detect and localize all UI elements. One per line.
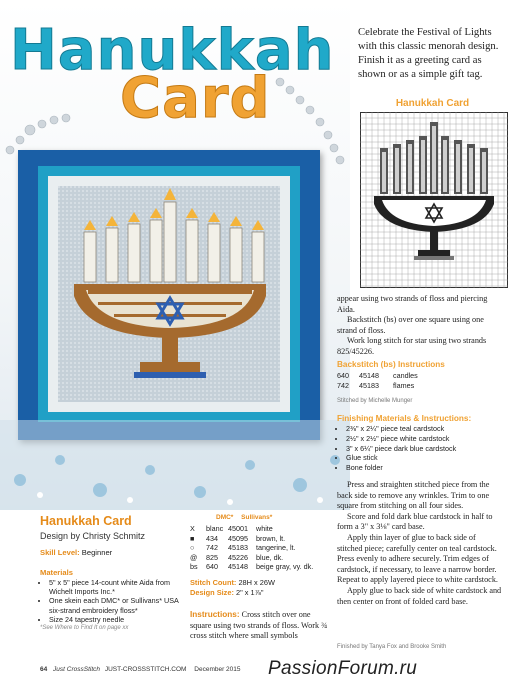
instr-p1: appear using two strands of floss and piercing Aida. xyxy=(337,294,488,314)
bs-row xyxy=(337,381,418,391)
material-item: • Size 24 tapestry needle xyxy=(49,615,185,624)
legend-row xyxy=(190,543,330,553)
legend-dmc-header: DMC* xyxy=(216,514,234,521)
design-size-value: 2" x 1⅞" xyxy=(233,588,264,597)
legend-row xyxy=(190,562,330,572)
legend-symbol: ○ xyxy=(190,543,195,553)
legend-dmc: blanc xyxy=(206,524,224,533)
issue-date: December 2015 xyxy=(194,666,241,673)
legend-dmc: 742 xyxy=(206,543,218,553)
legend-dmc: 640 xyxy=(206,562,218,572)
finishing-item: • Glue stick xyxy=(346,453,502,463)
bs-row xyxy=(337,371,418,381)
stitched-by: Stitched by Michelle Munger xyxy=(337,398,413,404)
chart-title: Hanukkah Card xyxy=(395,98,470,109)
project-heading: Hanukkah Card xyxy=(40,514,132,528)
instr-p2: Backstitch (bs) over one square using one strand of floss. xyxy=(337,315,484,335)
title-line-2: Card xyxy=(120,66,271,131)
finish-p1: Press and straighten stitched piece from the back side to remove any wrinkles. Trim to one square from stitching on all four sides. xyxy=(337,480,490,511)
bs-desc: flames xyxy=(393,380,415,390)
legend-desc: brown, lt. xyxy=(256,533,286,543)
stitched-aida xyxy=(58,186,280,402)
legend-sul-header: Sullivans* xyxy=(241,514,273,521)
legend-row xyxy=(190,553,330,563)
legend-symbol: bs xyxy=(190,562,198,572)
materials-heading: Materials xyxy=(40,568,73,577)
design-size-label: Design Size: xyxy=(190,588,234,597)
designer-credit: Design by Christy Schmitz xyxy=(40,531,146,541)
stitch-specs xyxy=(190,578,275,598)
sparkle-confetti xyxy=(0,420,350,510)
legend-symbol: ■ xyxy=(190,533,195,543)
material-item: • 5" x 5" piece 14-count white Aida from Wichelt Imports Inc.* xyxy=(49,578,185,596)
finishing-item: • 3" x 6¼" piece dark blue cardstock xyxy=(346,444,502,454)
finishing-heading: Finishing Materials & Instructions: xyxy=(337,414,472,423)
finish-p2: Score and fold dark blue cardstock in half to form a 3" x 3⅛" card base. xyxy=(337,511,493,532)
skill-label: Skill Level: xyxy=(40,548,80,557)
bs-sul: 45148 xyxy=(359,371,379,380)
floss-legend xyxy=(190,524,330,572)
legend-header xyxy=(216,514,272,521)
finish-p3: Apply thin layer of glue to back side of stitched piece; carefully center on teal cardstock. Press evenly to adhere securely. Trim edges of cardstock, if necessary, to leave a narrow border. Repeat to apply layered piece to white cardstock. xyxy=(337,532,498,585)
legend-dmc: 825 xyxy=(206,552,218,562)
legend-desc: blue, dk. xyxy=(256,552,284,562)
finishing-item: • Bone folder xyxy=(346,463,502,473)
backstitch-table xyxy=(337,371,418,390)
legend-desc: tangerine, lt. xyxy=(256,543,296,553)
legend-symbol: @ xyxy=(190,552,198,562)
title-line-1: Hanukkah xyxy=(10,18,335,83)
finish-p4: Apply glue to back side of white cardstock and then center on front of folded card base. xyxy=(337,585,502,606)
finishing-instructions xyxy=(337,480,502,607)
watermark: PassionForum.ru xyxy=(268,658,418,679)
cross-stitch-chart xyxy=(360,112,508,288)
skill-level xyxy=(40,548,112,557)
skill-value: Beginner xyxy=(79,548,113,557)
stitch-count-value: 28H x 26W xyxy=(236,578,276,587)
see-where-note: *See Where to Find It on page xx xyxy=(40,625,129,632)
backstitch-heading: Backstitch (bs) Instructions xyxy=(337,360,445,369)
legend-row xyxy=(190,524,330,534)
bs-dmc: 742 xyxy=(337,380,349,390)
instructions-start xyxy=(190,610,330,642)
instructions-continued xyxy=(337,294,502,358)
legend-sul: 45183 xyxy=(228,543,248,553)
intro-paragraph: Celebrate the Festival of Lights with this classic menorah design. Finish it as a greeting card as shown or as a simple gift tag. xyxy=(358,27,499,80)
finishing-item: • 2½" x 2½" piece white cardstock xyxy=(346,434,502,444)
legend-desc: white xyxy=(256,524,273,533)
finishing-list xyxy=(337,424,502,473)
stitch-count xyxy=(190,578,275,588)
page-number: 64 xyxy=(40,666,48,673)
finished-by: Finished by Tanya Fox and Brooke Smith xyxy=(337,644,447,650)
legend-desc: beige gray, vy. dk. xyxy=(256,562,314,572)
menorah-stitching xyxy=(58,186,280,402)
magazine-name: Just CrossStitch xyxy=(53,666,101,673)
legend-sul: 45095 xyxy=(228,533,248,543)
instructions-value: Cross stitch over one square using two strands of floss. Work ¾ cross stitch where small symbols xyxy=(190,610,328,641)
legend-sul: 45226 xyxy=(228,552,248,562)
bs-sul: 45183 xyxy=(359,380,379,390)
legend-dmc: 434 xyxy=(206,533,218,543)
stitch-count-label: Stitch Count: xyxy=(190,578,237,587)
material-item: • One skein each DMC* or Sullivans* USA six-strand embroidery floss* xyxy=(49,596,185,614)
instructions-label: Instructions: xyxy=(190,610,240,619)
finishing-item: • 2⅜" x 2¼" piece teal cardstock xyxy=(346,424,502,434)
page-footer xyxy=(40,666,241,673)
legend-symbol: X xyxy=(190,524,195,533)
legend-sul: 45148 xyxy=(228,562,248,572)
legend-row xyxy=(190,534,330,544)
instr-p3: Work long stitch for star using two strands 825/45226. xyxy=(337,336,487,356)
magazine-url: JUST-CROSSSTITCH.COM xyxy=(104,666,187,673)
materials-list xyxy=(40,578,185,633)
bs-desc: candles xyxy=(393,371,418,380)
design-size xyxy=(190,588,275,598)
bs-dmc: 640 xyxy=(337,371,349,380)
legend-sul: 45001 xyxy=(228,524,248,533)
